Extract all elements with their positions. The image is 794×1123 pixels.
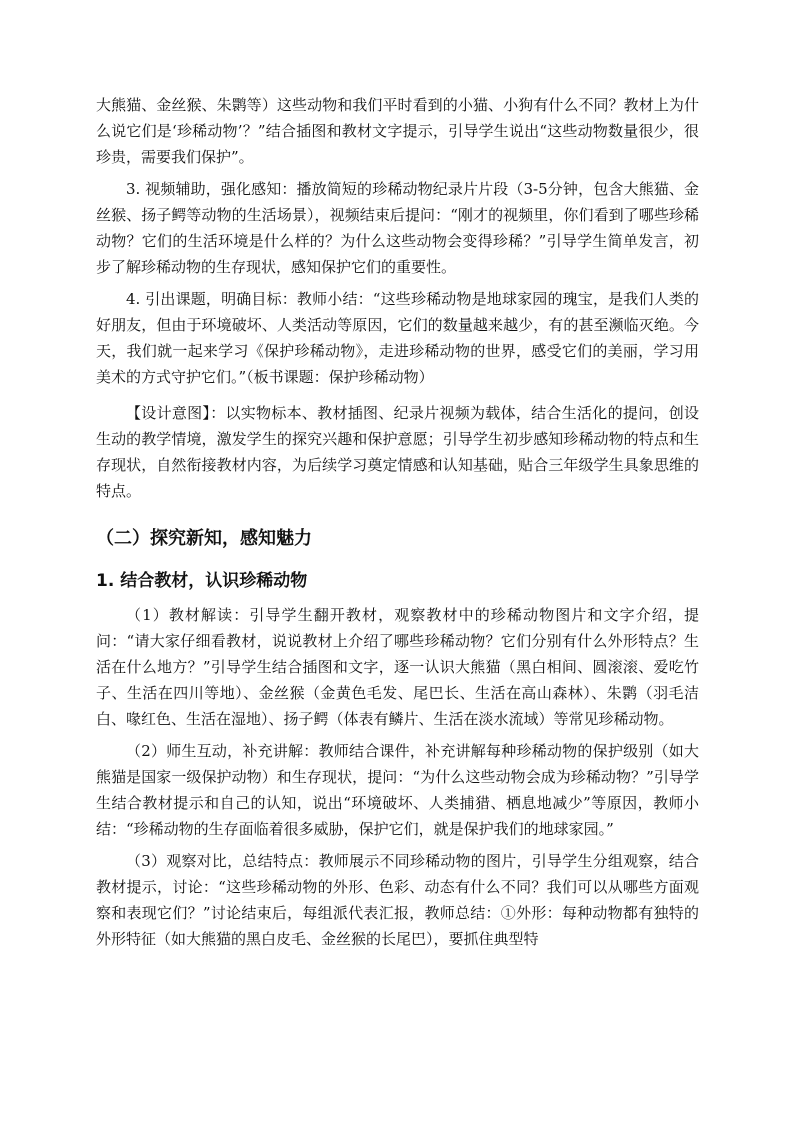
paragraph-observe-compare: （3）观察对比，总结特点：教师展示不同珍稀动物的图片，引导学生分组观察，结合教材提示，讨论：“这些珍稀动物的外形、色彩、动态有什么不同？我们可以从哪些方面观察和表现它们？”讨论结束后，每组派代表汇报，教师总结：①外形：每种动物都有独特的外形特征（如大熊猫的黑白皮毛、金丝猴的长尾巴），要抓住典型特 xyxy=(96,852,699,948)
spacer xyxy=(96,390,699,400)
paragraph-video-assist: 3. 视频辅助，强化感知：播放简短的珍稀动物纪录片片段（3-5分钟，包含大熊猫、金丝猴、扬子鳄等动物的生活场景），视频结束后提问：“刚才的视频里，你们看到了哪些珍稀动物？它们的生活环境是什么样的？为什么这些动物会变得珍稀？”引导学生简单发言，初步了解珍稀动物的生存现状，感知保护它们的重要性。 xyxy=(96,180,699,276)
paragraph-continuation: 大熊猫、金丝猴、朱鹮等）这些动物和我们平时看到的小猫、小狗有什么不同？教材上为什么说它们是‘珍稀动物’？”结合插图和教材文字提示，引导学生说出“这些动物数量很少，很珍贵，需要我们保护”。 xyxy=(96,96,699,166)
paragraph-teacher-student-interaction: （2）师生互动，补充讲解：教师结合课件，补充讲解每种珍稀动物的保护级别（如大熊猫是国家一级保护动物）和生存现状，提问：“为什么这些动物会成为珍稀动物？”引导学生结合教材提示和自己的认知，说出“环境破坏、人类捕猎、栖息地减少”等原因，教师小结：“珍稀动物的生存面临着很多威胁，保护它们，就是保护我们的地球家园。” xyxy=(96,742,699,838)
paragraph-design-intent: 【设计意图】：以实物标本、教材插图、纪录片视频为载体，结合生活化的提问，创设生动的教学情境，激发学生的探究兴趣和保护意愿；引导学生初步感知珍稀动物的特点和生存现状，自然衔接教材内容，为后续学习奠定情感和认知基础，贴合三年级学生具象思维的特点。 xyxy=(96,404,699,500)
paragraph-textbook-reading: （1）教材解读：引导学生翻开教材，观察教材中的珍稀动物图片和文字介绍，提问：“请大家仔细看教材，说说教材上介绍了哪些珍稀动物？它们分别有什么外形特点？生活在什么地方？”引导学生结合插图和文字，逐一认识大熊猫（黑白相间、圆滚滚、爱吃竹子、生活在四川等地）、金丝猴（金黄色毛发、尾巴长、生活在高山森林）、朱鹮（羽毛洁白、喙红色、生活在湿地）、扬子鳄（体表有鳞片、生活在淡水流域）等常见珍稀动物。 xyxy=(96,606,699,728)
document-body xyxy=(96,92,699,952)
paragraph-introduce-topic: 4. 引出课题，明确目标：教师小结：“这些珍稀动物是地球家园的瑰宝，是我们人类的好朋友，但由于环境破坏、人类活动等原因，它们的数量越来越少，有的甚至濒临灭绝。今天，我们就一起来学习《保护珍稀动物》，走进珍稀动物的世界，感受它们的美丽，学习用美术的方式守护它们。”（板书课题：保护珍稀动物） xyxy=(96,290,699,386)
section-heading-explore: （二）探究新知，感知魅力 xyxy=(96,528,312,549)
subsection-heading-textbook: 1. 结合教材，认识珍稀动物 xyxy=(96,571,308,591)
